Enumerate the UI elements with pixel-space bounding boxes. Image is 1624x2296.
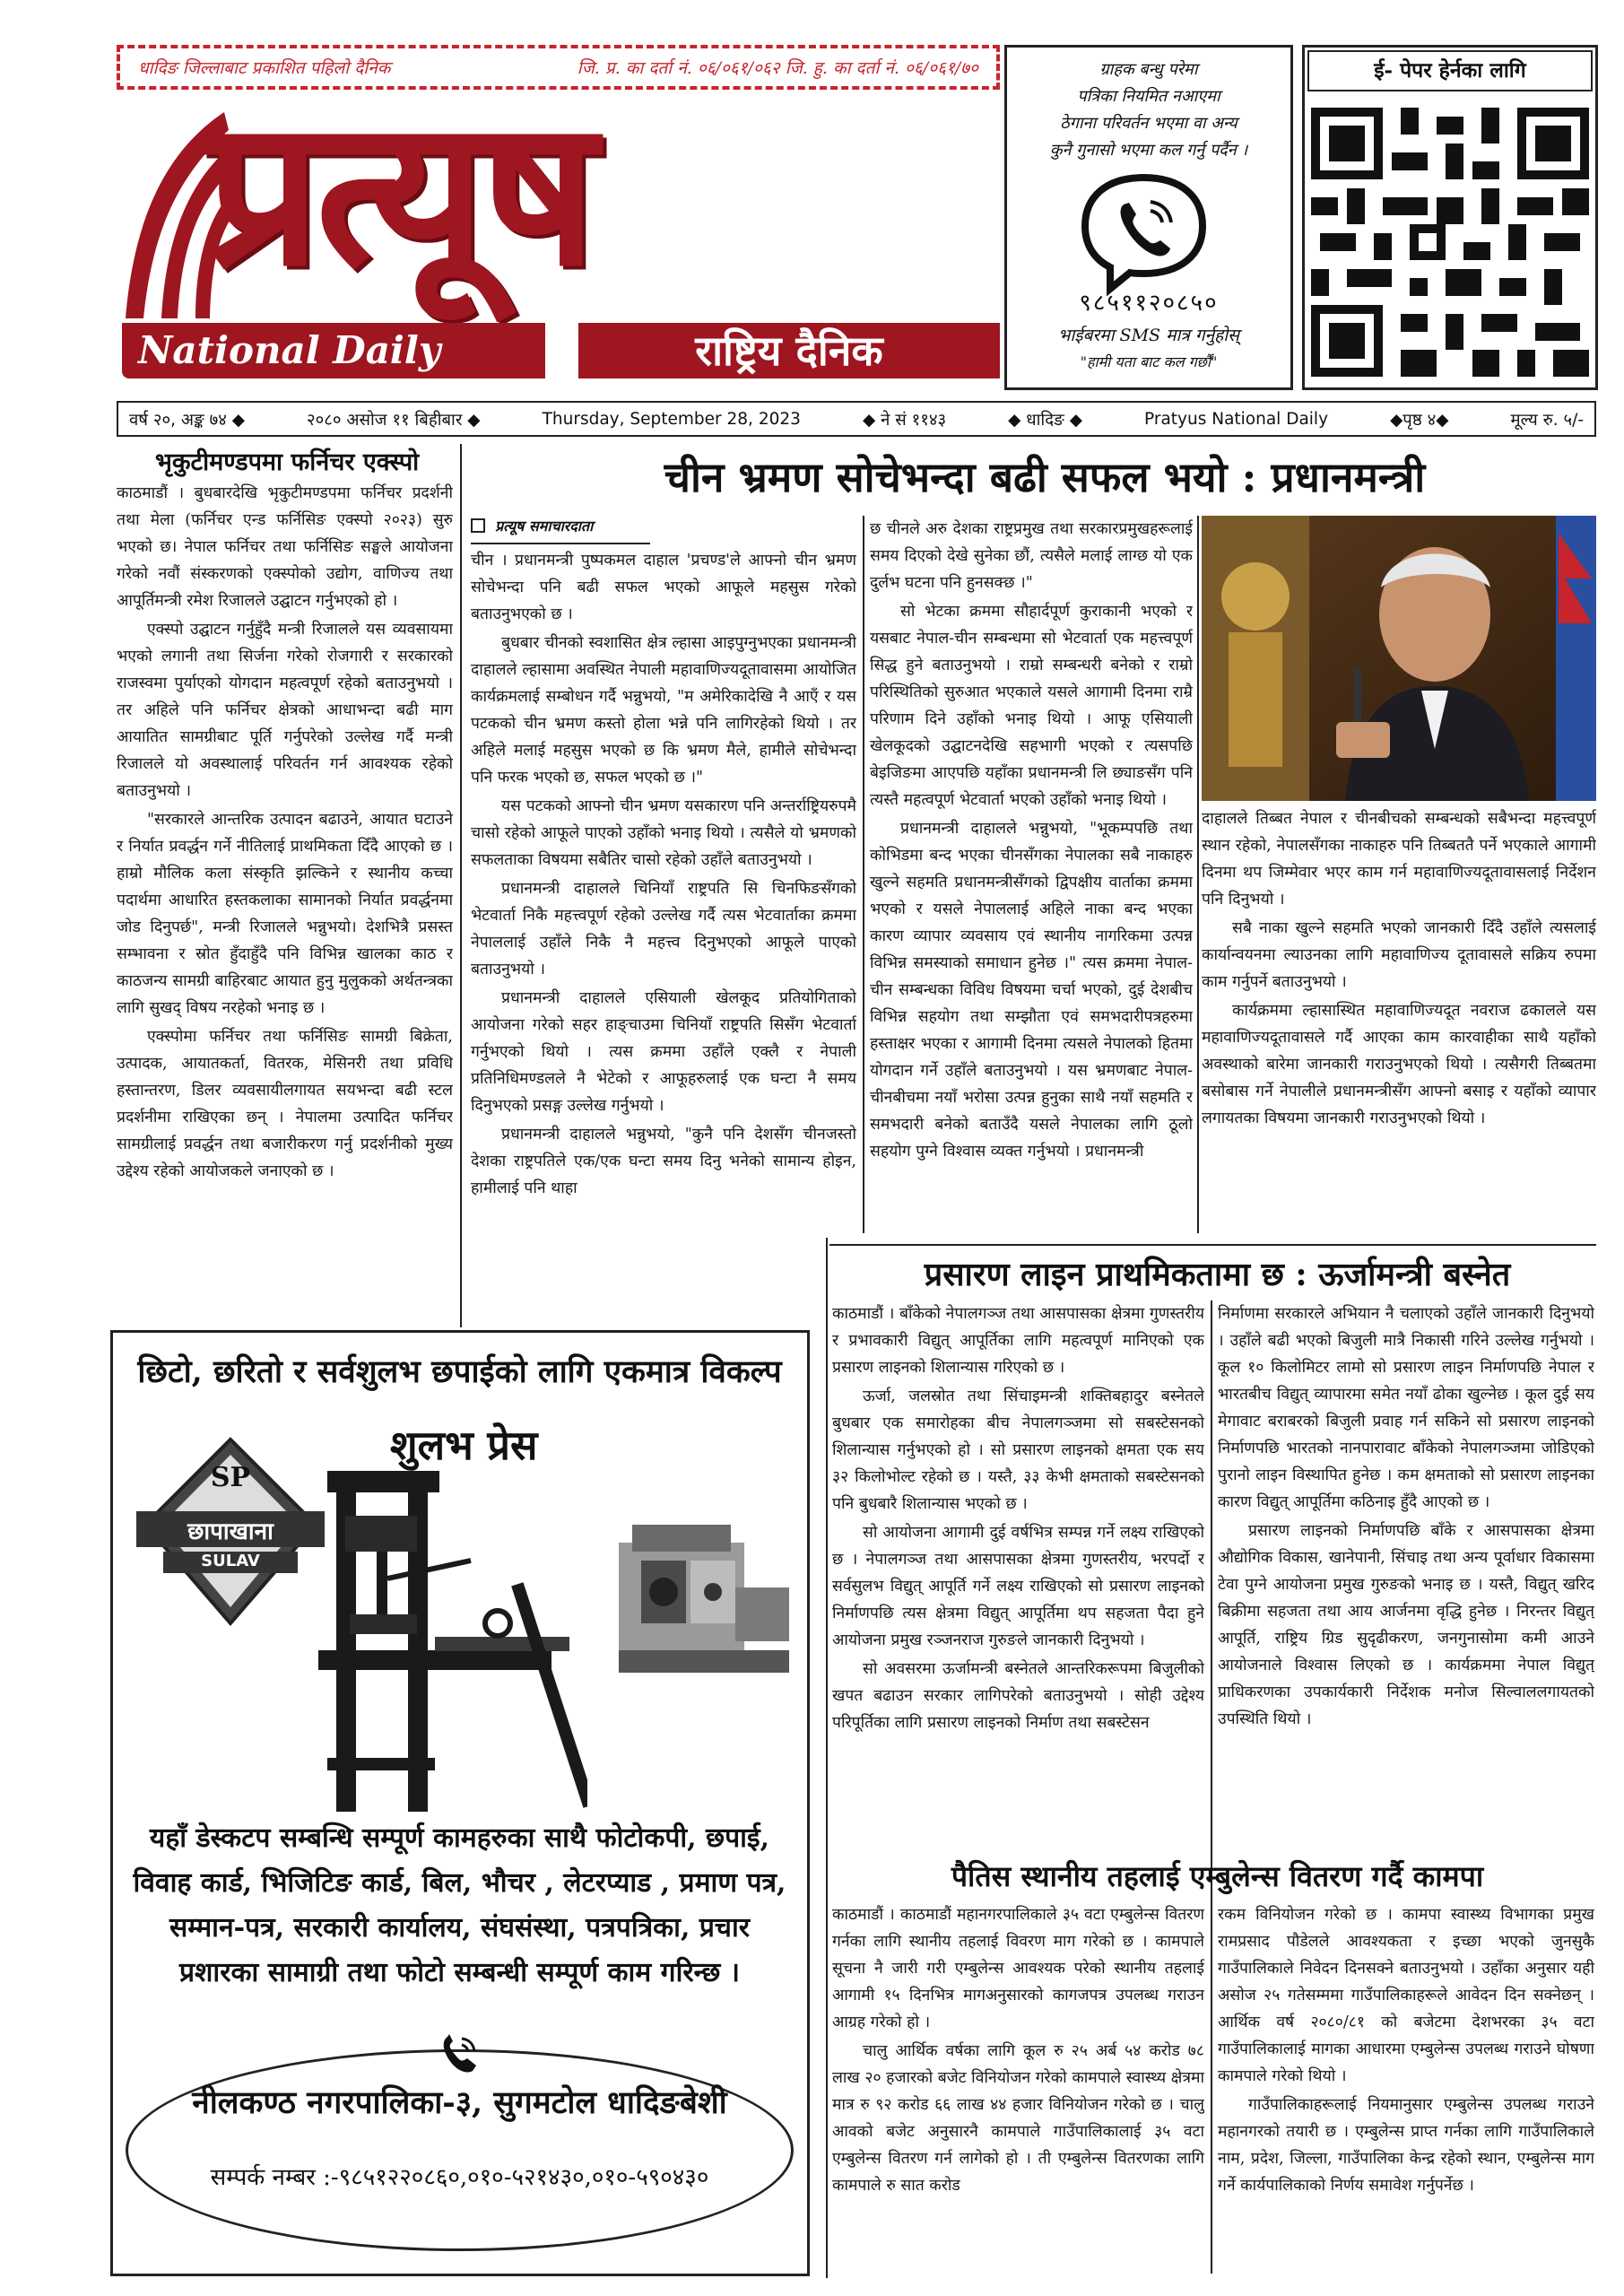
viber-phone-icon xyxy=(1074,170,1213,296)
badge-label: छापाखाना xyxy=(187,1518,274,1545)
ad-address: नीलकण्ठ नगरपालिका-३, सुगमटोल धादिङबेशी xyxy=(192,2084,727,2121)
paragraph: प्रधानमन्त्री दाहालले एसियाली खेलकूद प्रतियोगिताको आयोजना गरेको सहर हाङ्चाउमा चिनियाँ राष्ट्रपति सिसँग भेटवार्ता गर्नुभएको थियो । त्यस क्रममा उहाँले एक्लै र नेपाली प्रतिनिधिमण्डलले नै भेटेको र आफूहरुलाई एक घन्टा नै समय दिनुभएको प्रसङ्ग उल्लेख गर्नुभयो । xyxy=(471,989,856,1115)
story2-col2 xyxy=(870,516,1193,1238)
ad-service-line: यहाँ डेस्कटप सम्बन्धि सम्पूर्ण कामहरुका साथै फोटोकपी, छपाई, xyxy=(149,1822,770,1854)
issue-date-english: Thursday, September 28, 2023 xyxy=(542,409,801,429)
hand-press-illustration xyxy=(300,1462,587,1816)
sulav-logo xyxy=(136,1435,325,1628)
paragraph: प्रधानमन्त्री दाहालले चिनियाँ राष्ट्रपति सि चिनफिङसँगको भेटवार्ता निकै महत्त्वपूर्ण रहेको उल्लेख गर्दै त्यस भेटवार्ताका क्रममा नेपाललाई उहाँले निकै नै महत्त्व दिनुभएको आफूले पाएको बताउनुभयो । xyxy=(471,880,856,978)
story3-col2 xyxy=(1218,1300,1594,1848)
story3-col1 xyxy=(832,1300,1204,1848)
paragraph: चीन । प्रधानमन्त्री पुष्पकमल दाहाल 'प्रचण्ड'ले आफ्नो चीन भ्रमण सोचेभन्दा पनि बढी सफल भएको आफूले महसुस गरेको बताउनुभएको छ । xyxy=(471,552,856,623)
ad-service-line: सम्मान-पत्र, सरकारी कार्यालय, संघसंस्था, पत्रपत्रिका, प्रचार xyxy=(169,1912,751,1944)
regline-right: जि. प्र. का दर्ता नं. ०६/०६१/०६२ जि. हु. का दर्ता नं. ०६/०६१/७० xyxy=(577,58,978,78)
column-divider xyxy=(1211,1300,1212,2274)
story4-col1 xyxy=(832,1901,1204,2278)
paragraph: एक्स्पोमा फर्निचर तथा फर्निसिङ सामग्री बिक्रेता, उत्पादक, आयातकर्ता, वितरक, मेसिनरी तथा प्रविधि हस्तान्तरण, डिलर व्यवसायीलगायत सयभन्दा बढी स्टल प्रदर्शनीमा राखिएका छन् । नेपालमा उत्पादित फर्निचर सामग्रीलाई प्रवर्द्धन तथा बजारीकरण गर्नु प्रदर्शनीको मुख्य उद्देश्य रहेको आयोजकले जनाएको छ । xyxy=(117,1028,453,1180)
column-divider xyxy=(1197,516,1199,1233)
notice-sms-line: भाईबरमा SMS मात्र गर्नुहोस् xyxy=(1058,326,1239,345)
paragraph: दाहालले तिब्बत नेपाल र चीनबीचको सम्बन्धको सबैभन्दा महत्त्वपूर्ण स्थान रहेको, नेपालसँगका नाकाहरु पनि तिब्बततै पर्ने भएकाले आगामी दिनमा थप जिम्मेवार भएर काम गर्न महावाणिज्यदूतावासलाई निर्देशन पनि दिनुभयो । xyxy=(1202,810,1596,909)
paragraph: सो आयोजना आगामी दुई वर्षभित्र सम्पन्न गर्ने लक्ष्य राखिएको छ । नेपालगञ्ज तथा आसपासका क्षेत्रमा गुणस्तरीय, भरपर्दो र सर्वसुलभ विद्युत् आपूर्ति गर्ने लक्ष्य राखिएको सो प्रसारण लाइनको निर्माणपछि त्यस क्षेत्रमा विद्युत् आपूर्तिमा थप सहजता पैदा हुने आयोजना प्रमुख रञ्जनराज गुरुङले जानकारी दिनुभयो । xyxy=(832,1524,1204,1649)
issue-page: ◆पृष्ठ ४◆ xyxy=(1390,410,1449,430)
column-divider xyxy=(826,1238,828,2278)
issue-brand: Pratyus National Daily xyxy=(1144,409,1329,429)
story4-col2 xyxy=(1218,1901,1594,2278)
notice-phone-number: ९८५११२०८५० xyxy=(1079,290,1219,317)
paragraph: प्रधानमन्त्री दाहालले भन्नुभयो, "भूकम्पपछि तथा कोभिडमा बन्द भएका चीनसँगका नेपालका सबै नाकाहरु खुल्ने सहमति प्रधानमन्त्रीसँगको द्विपक्षीय वार्ताका क्रममा भएको र यसले नेपाललाई अहिले नाका बन्द भएका कारण व्यापार व्यवसाय एवं स्थानीय नागरिकमा उत्पन्न विभिन्न समस्याको समाधान हुनेछ ।" त्यस क्रममा नेपाल-चीन सम्बन्धका विविध विषयमा चर्चा भएको, दुई देशबीच विभिन्न सहयोग तथा सम्झौता एवं समभदारीपत्रहरुमा हस्ताक्षर भएका र आगामी दिनमा त्यसले नेपालको हितमा योगदान गर्ने उहाँले बताउनुभयो । यस भ्रमणबाट नेपाल-चीनबीचमा नयाँ भरोसा उत्पन्न हुनुका साथै नयाँ सहमति र समभदारी बनेको बताउँदै यसले नेपालका लागि ठूलो सहयोग पुग्ने विश्वास व्यक्त गर्नुभयो । प्रधानमन्त्री xyxy=(870,820,1193,1161)
notice-line: कुनै गुनासो भएमा कल गर्नु पर्दैन । xyxy=(1049,141,1248,160)
issue-volume: वर्ष २०, अङ्क ७४ ◆ xyxy=(129,410,245,430)
offset-printer-illustration xyxy=(601,1507,798,1686)
paragraph: सो अवसरमा ऊर्जामन्त्री बस्नेतले आन्तरिकरूपमा बिजुलीको खपत बढाउन सरकार लागिपरेको बताउनुभयो । सोही उद्देश्य परिपूर्तिका लागि प्रसारण लाइनको निर्माण तथा सबस्टेसन xyxy=(832,1660,1204,1732)
paragraph: गाउँपालिकाहरूलाई नियमानुसार एम्बुलेन्स उपलब्ध गराउने महानगरको तयारी छ । एम्बुलेन्स प्राप्त गर्नका लागि गाउँपालिकाले नाम, प्रदेश, जिल्ला, गाउँपालिका केन्द्र रहेको स्थान, एम्बुलेन्स माग गर्ने कार्यपालिकाको निर्णय समावेश गर्नुपर्नेछ । xyxy=(1218,2096,1594,2195)
badge-sulav: SULAV xyxy=(201,1552,260,1570)
issue-price: मूल्य रु. ५/- xyxy=(1510,410,1584,430)
prime-minister-photo xyxy=(1202,516,1596,801)
ad-service-line: विवाह कार्ड, भिजिटिङ कार्ड, बिल, भौचर , लेटरप्याड , प्रमाण पत्र, xyxy=(133,1867,786,1899)
story2-headline: चीन भ्रमण सोचेभन्दा बढी सफल भयो : प्रधानमन्त्री xyxy=(664,453,1426,501)
paragraph: सो भेटका क्रममा सौहार्दपूर्ण कुराकानी भएको र यसबाट नेपाल-चीन सम्बन्धमा सो भेटवार्ता एक महत्त्वपूर्ण सिद्ध हुने बताउनुभयो । राम्रो सम्बन्धरी बनेको र राम्रो परिस्थितिको सुरुआत भएकाले यसले आगामी दिनमा राम्रै परिणाम दिने उहाँको भनाइ थियो । आफू एसियाली खेलकूदको उद्घाटनदेखि सहभागी भएको र त्यसपछि बेइजिङमा आएपछि यहाँका प्रधानमन्त्री लि छ्याङसँग पनि त्यस्तै महत्वपूर्ण भेटवार्ता भएको उहाँको भनाइ थियो । xyxy=(870,603,1193,809)
ad-services-list xyxy=(121,1816,798,1996)
story1-body xyxy=(117,480,453,1323)
notice-slogan: "हामी यता बाट कल गर्छौं" xyxy=(1080,353,1218,370)
story1-headline: भृकुटीमण्डपमा फर्निचर एक्स्पो xyxy=(154,448,420,476)
paragraph: बुधबार चीनको स्वशासित क्षेत्र ल्हासा आइपुग्नुभएका प्रधानमन्त्री दाहालले ल्हासामा अवस्थित नेपाली महावाणिज्यदूतावासमा आयोजित कार्यक्रमलाई सम्बोधन गर्दै भन्नुभयो, "म अमेरिकादेखि नै आएँ र यस पटकको चीन भ्रमण कस्तो होला भन्ने पनि लागिरहेको थियो । तर अहिले मलाई महसुस भएको छ कि भ्रमण मैले, हामीले सोचेभन्दा पनि फरक भएको छ, सफल भएको छ ।" xyxy=(471,634,856,787)
story2-col3 xyxy=(1202,805,1596,1236)
column-divider xyxy=(460,444,462,1327)
issue-nepal-sambat: ◆ ने सं ११४३ xyxy=(862,410,947,430)
ad-tagline: छिटो, छरितो र सर्वशुलभ छपाईको लागि एकमात्र विकल्प xyxy=(137,1353,782,1390)
notice-line: ग्राहक बन्धु परेमा xyxy=(1099,60,1198,79)
paragraph: निर्माणमा सरकारले अभियान नै चलाएको उहाँले जानकारी दिनुभयो । उहाँले बढी भएको बिजुली मात्रै निकासी गरिने उल्लेख गर्नुभयो । कूल १० किलोमिटर लामो सो प्रसारण लाइन निर्माणपछि नेपाल र भारतबीच विद्युत् व्यापारमा समेत नयाँ ढोका खुल्नेछ । कूल दुई सय मेगावाट बराबरको बिजुली प्रवाह गर्न सकिने सो प्रसारण लाइनको निर्माणपछि भारतको नानपारावाट बाँकेको नेपालगञ्जमा जोडिएको पुरानो लाइन विस्थापित हुनेछ । कम क्षमताको सो प्रसारण लाइनका कारण विद्युत् आपूर्तिमा कठिनाइ हुँदै आएको छ । xyxy=(1218,1305,1594,1511)
paragraph: सबै नाका खुल्ने सहमति भएको जानकारी दिँदै उहाँले त्यसलाई कार्यान्वयनमा ल्याउनका लागि महावाणिज्य दूतावासले सक्रिय रुपमा काम गर्नुपर्ने बताउनुभयो । xyxy=(1202,919,1596,991)
notice-line: ठेगाना परिवर्तन भएमा वा अन्य xyxy=(1060,114,1238,133)
section-rule xyxy=(829,1244,1596,1246)
paragraph: "सरकारले आन्तरिक उत्पादन बढाउने, आयात घटाउने र निर्यात प्रवर्द्धन गर्ने नीतिलाई प्राथमिकता दिँदै आएको छ । हाम्रो मौलिक कला संस्कृति झल्किने र स्थानीय कच्चा पदार्थमा आधारित हस्तकलाका सामानको निर्यात प्रवर्द्धनमा जोड दिनुपर्छ", मन्त्री रिजालले भन्नुभयो। देशभित्रै प्रसस्त सम्भावना र स्रोत हुँदाहुँदै पनि विभिन्न खालका काठ र काठजन्य सामग्री बाहिरबाट आयात हुनु मुलुकको अर्थतन्त्रका लागि सुखद् विषय नरहेको भनाइ छ । xyxy=(117,811,453,1017)
masthead-english-name: National Daily xyxy=(122,323,545,378)
paragraph: प्रसारण लाइनको निर्माणपछि बाँके र आसपासका क्षेत्रमा औद्योगिक विकास, खानेपानी, सिंचाइ तथा अन्य पूर्वाधार विकासमा टेवा पुग्ने आयोजना प्रमुख गुरुङको भनाइ छ । यस्तै, विद्युत् खरिद बिक्रीमा सहजता तथा आय आर्जनमा वृद्धि हुनेछ । निरन्तर विद्युत् आपूर्ति, राष्ट्रिय ग्रिड सुदृढीकरण, जनगुनासोमा कमी आउने आयोजनाले विश्वास लिएको छ । कार्यक्रममा नेपाल विद्युत् प्राधिकरणका उपकार्यकारी निर्देशक मनोज सिल्वाललगायतको उपस्थिति थियो । xyxy=(1218,1522,1594,1728)
paragraph: ऊर्जा, जलस्रोत तथा सिंचाइमन्त्री शक्तिबहादुर बस्नेतले बुधबार एक समारोहका बीच नेपालगञ्जमा सो सबस्टेसनको शिलान्यास गर्नुभएको हो । सो प्रसारण लाइनको क्षमता एक सय ३२ किलोभोल्ट रहेको छ । यस्तै, ३३ केभी क्षमताको सबस्टेसनको पनि बुधबारै शिलान्यास भएको छ । xyxy=(832,1387,1204,1513)
issue-date-nepali: २०८० असोज ११ बिहीबार ◆ xyxy=(307,410,481,430)
story2-col1 xyxy=(471,547,856,1327)
regline-left: धादिङ जिल्लाबाट प्रकाशित पहिलो दैनिक xyxy=(138,58,391,78)
story3-headline: प्रसारण लाइन प्राथमिकतामा छ : ऊर्जामन्त्री बस्नेत xyxy=(924,1256,1511,1293)
masthead-logo: प्रत्यूष xyxy=(206,74,592,311)
paragraph: रकम विनियोजन गरेको छ । कामपा स्वास्थ्य विभागका प्रमुख रामप्रसाद पौडेलले आवश्यकता र इच्छा भएको जुनसुकै गाउँपालिकाले निवेदन दिनसक्ने बताउनुभयो । उहाँका अनुसार यही असोज २५ गतेसम्ममा गाउँपालिकाहरूले आवेदन दिन सक्नेछन् । आर्थिक वर्ष २०८०/८१ को बजेटमा देशभरका ३५ वटा गाउँपालिकालाई मागका आधारमा एम्बुलेन्स उपलब्ध गराउने घोषणा कामपाले गरेको थियो । xyxy=(1218,1906,1594,2085)
paragraph: चालु आर्थिक वर्षका लागि कूल रु २५ अर्ब ५४ करोड ७८ लाख २० हजारको बजेट विनियोजन गरेको कामपाले स्वास्थ्य क्षेत्रमा मात्र रु ९२ करोड ६६ लाख ४४ हजार विनियोजन गरेको छ । चालु आवको बजेट अनुसारनै कामपाले गाउँपालिकालाई ३५ वटा एम्बुलेन्स वितरण गर्न लागेको हो । ती एम्बुलेन्स वितरणका लागि कामपाले रु सात करोड xyxy=(832,2042,1204,2195)
ad-contact-numbers: सम्पर्क नम्बर :-९८५१२२०८६०,०१०-५२१४३०,०१०-५९०४३० xyxy=(210,2164,709,2191)
paragraph: छ चीनले अरु देशका राष्ट्रप्रमुख तथा सरकारप्रमुखहरूलाई समय दिएको देखे सुनेका छौं, त्यसैले मलाई लाग्छ यो एक दुर्लभ घटना पनि हुनसक्छ ।" xyxy=(870,520,1193,592)
phone-icon xyxy=(437,2031,482,2076)
paragraph: कार्यक्रममा ल्हासास्थित महावाणिज्यदूत नवराज ढकालले यस महावाणिज्यदूतावासले गर्दै आएका काम कारवाहीका साथै यहाँको अवस्थाको बारेमा जानकारी गराउनुभएको थियो । त्यसैगरी तिब्बतमा बसोबास गर्ने नेपालीले प्रधानमन्त्रीसँग आफ्नो बसाइ र यहाँको व्यापार लगायतका विषयमा जानकारी गराउनुभएको थियो । xyxy=(1202,1002,1596,1127)
story2-byline: प्रत्यूष समाचारदाता xyxy=(495,517,594,535)
ad-address-oval xyxy=(126,2049,794,2251)
paragraph: एक्स्पो उद्घाटन गर्नुहुँदै मन्त्री रिजालले यस व्यवसायमा भएको लगानी तथा सिर्जना गरेको रोजगारी र सरकारको राजस्वमा पुर्याएको योगदान महत्वपूर्ण रहेको बताउनुभयो । तर अहिले पनि फर्निचर क्षेत्रको आधाभन्दा बढी माग आयातित सामग्रीबाट पूर्ति गर्नुपरेको उल्लेख गर्दै मन्त्री रिजालले यो अवस्थालाई परिवर्तन गर्न आवश्यक रहेको बताउनुभयो । xyxy=(117,621,453,800)
paragraph: प्रधानमन्त्री दाहालले भन्नुभयो, "कुनै पनि देशसँग चीनजस्तो देशका राष्ट्रपतिले एक/एक घन्टा समय दिनु भनेको सामान्य होइन, हामीलाई पनि थाहा xyxy=(471,1126,856,1197)
badge-initials: SP xyxy=(210,1462,251,1493)
masthead-tagline: राष्ट्रिय दैनिक xyxy=(578,323,1000,378)
story2-byline-box xyxy=(471,516,650,544)
issue-district: ◆ धादिङ ◆ xyxy=(1008,410,1082,430)
paragraph: यस पटकको आफ्नो चीन भ्रमण यसकारण पनि अन्तर्राष्ट्रियरुपमै चासो रहेको आफूले पाएको उहाँको भनाइ थियो । त्यसैले यो भ्रमणको सफलताका विषयमा सबैतिर चासो रहेको उहाँले बताउनुभयो । xyxy=(471,797,856,869)
ad-service-line: प्रशारका सामाग्री तथा फोटो सम्बन्धी सम्पूर्ण काम गरिन्छ । xyxy=(178,1957,741,1988)
notice-line: पत्रिका नियमित नआएमा xyxy=(1077,87,1220,106)
issue-info-bar xyxy=(117,401,1596,437)
byline-box-icon xyxy=(471,518,485,533)
paragraph: काठमाडौं । काठमाडौं महानगरपालिकाले ३५ वटा एम्बुलेन्स वितरण गर्नका लागि स्थानीय तहलाई विवरण माग गरेको छ । कामपाले सूचना नै जारी गरी एम्बुलेन्स आवश्यक परेको स्थानीय तहलाई आगामी १५ दिनभित्र मागअनुसारको कागजपत्र उपलब्ध गराउन आग्रह गरेको हो । xyxy=(832,1906,1204,2031)
qr-code-icon[interactable] xyxy=(1311,108,1589,377)
story4-headline: पैतिस स्थानीय तहलाई एम्बुलेन्स वितरण गर्दै कामपा xyxy=(951,1859,1484,1893)
column-divider xyxy=(863,516,864,1233)
paragraph: काठमाडौं । बाँकेको नेपालगञ्ज तथा आसपासका क्षेत्रमा गुणस्तरीय र प्रभावकारी विद्युत् आपूर्तिका लागि महत्वपूर्ण मानिएको एक प्रसारण लाइनको शिलान्यास गरिएको छ । xyxy=(832,1305,1204,1377)
paragraph: काठमाडौं । बुधबारदेखि भृकुटीमण्डपमा फर्निचर प्रदर्शनी तथा मेला (फर्निचर एन्ड फर्निसिङ एक्स्पो २०२३) सुरु भएको छ। नेपाल फर्निचर तथा फर्निसिङ सङ्घले आयोजना गरेको नवौं संस्करणको एक्स्पोको उद्योग, वाणिज्य तथा आपूर्तिमन्त्री रमेश रिजालले उद्घाटन गर्नुभएको हो । xyxy=(117,484,453,610)
ad-business-name: शुलभ प्रेस xyxy=(390,1422,538,1469)
epaper-label: ई- पेपर हेर्नका लागि xyxy=(1307,50,1593,91)
